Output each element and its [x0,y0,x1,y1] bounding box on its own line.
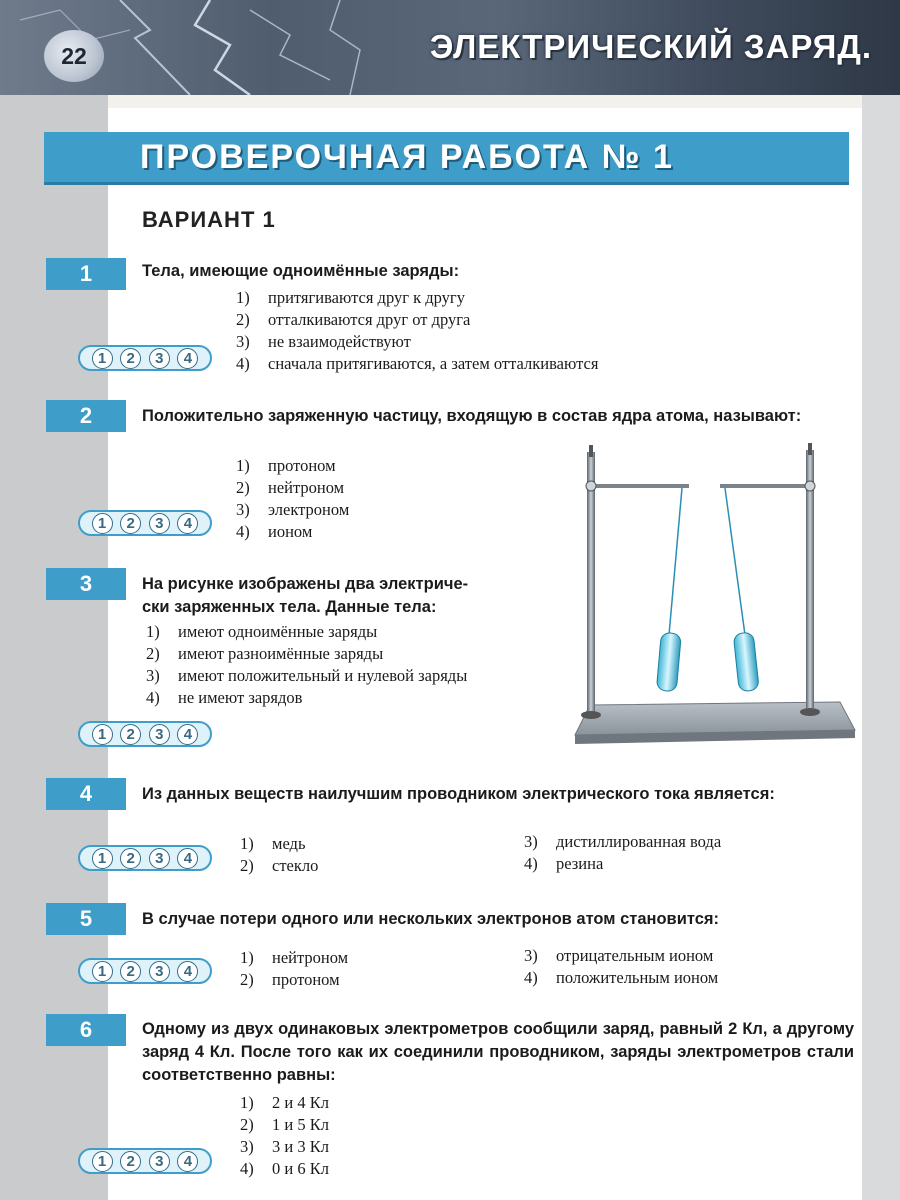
answer-bubble[interactable]: 4 [177,848,198,869]
option-2-4[interactable]: 4) ионом [236,522,313,541]
answer-bubble[interactable]: 4 [177,1151,198,1172]
answer-bubble[interactable]: 1 [92,848,113,869]
question-number-2: 2 [46,400,126,432]
option-5-2[interactable]: 2) протоном [240,970,340,989]
question-number-6: 6 [46,1014,126,1046]
page-title: ПРОВЕРОЧНАЯ РАБОТА № 1 [140,138,674,176]
option-4-4[interactable]: 4) резина [524,854,604,873]
option-5-3[interactable]: 3) отрицательным ионом [524,946,714,965]
option-6-1[interactable]: 1) 2 и 4 Кл [240,1093,329,1112]
answer-bubble[interactable]: 3 [149,348,170,369]
answer-bubbles-3 [78,721,212,747]
options-5-right [524,945,718,989]
answer-bubble[interactable]: 1 [92,348,113,369]
page-header [0,0,900,95]
answer-bubble[interactable]: 4 [177,724,198,745]
answer-bubble[interactable]: 3 [149,961,170,982]
question-text-1: Тела, имеющие одноимённые заряды: [142,262,460,280]
section-title: ЭЛЕКТРИЧЕСКИЙ ЗАРЯД. [429,28,872,65]
options-3 [146,621,467,709]
answer-bubble[interactable]: 3 [149,1151,170,1172]
answer-bubble[interactable]: 2 [120,348,141,369]
options-4-right [524,831,721,875]
answer-bubble[interactable]: 3 [149,848,170,869]
answer-bubble[interactable]: 2 [120,1151,141,1172]
options-5-left [240,947,348,991]
answer-bubble[interactable]: 1 [92,961,113,982]
question-number-1: 1 [46,258,126,290]
answer-bubbles-6 [78,1148,212,1174]
question-number-4: 4 [46,778,126,810]
question-text-3: На рисунке изображены два электриче- ски заряженных тела. Данные тела: [142,575,469,616]
option-2-2[interactable]: 2) нейтроном [236,478,345,497]
question-text-4: Из данных веществ наилучшим проводником электрического тока является: [142,785,775,803]
answer-bubbles-1 [78,345,212,371]
question-number-3: 3 [46,568,126,600]
answer-bubbles-2 [78,510,212,536]
answer-bubble[interactable]: 4 [177,513,198,534]
answer-bubble[interactable]: 2 [120,724,141,745]
answer-bubble[interactable]: 1 [92,1151,113,1172]
answer-bubble[interactable]: 3 [149,724,170,745]
right-margin [862,95,900,1200]
option-6-4[interactable]: 4) 0 и 6 Кл [240,1159,329,1178]
answer-bubble[interactable]: 4 [177,348,198,369]
option-6-3[interactable]: 3) 3 и 3 Кл [240,1137,329,1156]
answer-bubbles-5 [78,958,212,984]
option-3-2[interactable]: 2) имеют разноимённые заряды [146,644,384,663]
answer-bubble[interactable]: 3 [149,513,170,534]
options-2 [236,455,349,543]
option-6-2[interactable]: 2) 1 и 5 Кл [240,1115,329,1134]
answer-bubble[interactable]: 2 [120,848,141,869]
option-3-1[interactable]: 1) имеют одноимённые заряды [146,622,378,641]
variant-heading: ВАРИАНТ 1 [142,207,276,232]
answer-bubble[interactable]: 1 [92,513,113,534]
question-text-5: В случае потери одного или нескольких электронов атом становится: [142,910,720,928]
option-1-1[interactable]: 1) притягиваются друг к другу [236,288,465,307]
electroscope-apparatus-illustration [570,440,860,760]
question-text-2: Положительно заряженную частицу, входящую в состав ядра атома, называют: [142,407,802,425]
options-6 [240,1092,329,1180]
option-5-4[interactable]: 4) положительным ионом [524,968,719,987]
options-1 [236,287,598,375]
question-text-6: Одному из двух одинаковых электрометров сообщили заряд, равный 2 Кл, а другому заряд 4 Кл. После того как их соединили проводником, заряды электрометров стали соответственно равны: [142,1020,854,1084]
answer-bubble[interactable]: 2 [120,513,141,534]
answer-bubble[interactable]: 1 [92,724,113,745]
test-title-bar [44,132,849,185]
answer-bubbles-4 [78,845,212,871]
answer-bubble[interactable]: 4 [177,961,198,982]
page-number: 22 [44,30,104,82]
question-number-5: 5 [46,903,126,935]
option-4-3[interactable]: 3) дистиллированная вода [524,832,722,851]
option-1-4[interactable]: 4) сначала притягиваются, а затем отталкиваются [236,354,599,373]
option-1-2[interactable]: 2) отталкиваются друг от друга [236,310,471,329]
option-2-3[interactable]: 3) электроном [236,500,350,519]
option-5-1[interactable]: 1) нейтроном [240,948,349,967]
options-4-left [240,833,318,877]
option-3-4[interactable]: 4) не имеют зарядов [146,688,303,707]
answer-bubble[interactable]: 2 [120,961,141,982]
option-2-1[interactable]: 1) протоном [236,456,336,475]
option-4-1[interactable]: 1) медь [240,834,306,853]
option-3-3[interactable]: 3) имеют положительный и нулевой заряды [146,666,468,685]
option-1-3[interactable]: 3) не взаимодействуют [236,332,411,351]
option-4-2[interactable]: 2) стекло [240,856,319,875]
